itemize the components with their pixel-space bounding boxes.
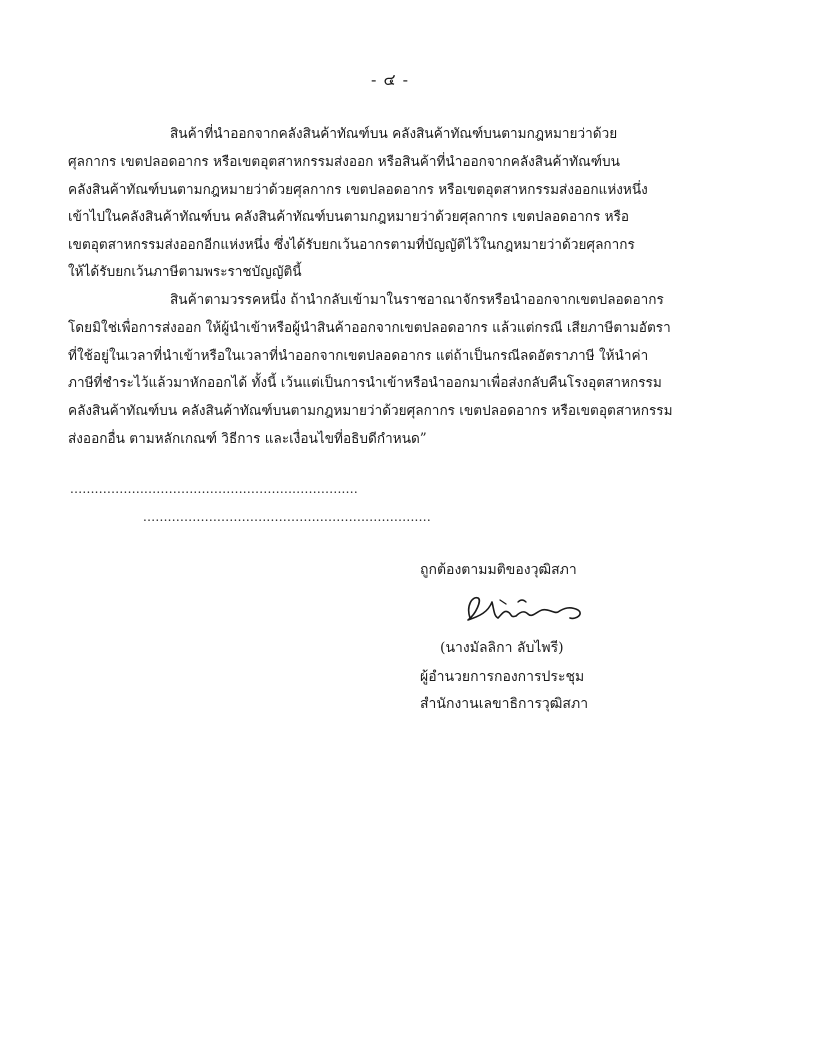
paragraph-1-line-3: คลังสินค้าทัณฑ์บนตามกฎหมายว่าด้วยศุลกากร เขตปลอดอากร หรือเขตอุตสาหกรรมส่งออกแห่งหนึ่ง <box>68 182 648 198</box>
handwritten-signature <box>458 588 598 630</box>
paragraph-2-line-4: ภาษีที่ชำระไว้แล้วมาหักออกได้ ทั้งนี้ เว้นแต่เป็นการนำเข้าหรือนำออกมาเพื่อส่งกลับคืนโรงอุตสาหกรรม <box>68 375 662 391</box>
paragraph-2-line-6: ส่งออกอื่น ตามหลักเกณฑ์ วิธีการ และเงื่อนไขที่อธิบดีกำหนด” <box>68 431 427 447</box>
signatory-office: สำนักงานเลขาธิการวุฒิสภา <box>420 696 589 712</box>
separator-dots-1: ...................................................................... <box>70 482 359 496</box>
signatory-position: ผู้อำนวยการกองการประชุม <box>420 669 585 685</box>
paragraph-1-line-4: เข้าไปในคลังสินค้าทัณฑ์บน คลังสินค้าทัณฑ์บนตามกฎหมายว่าด้วยศุลกากร เขตปลอดอากร หรือ <box>68 209 630 225</box>
paragraph-1-line-6: ให้ได้รับยกเว้นภาษีตามพระราชบัญญัตินี้ <box>68 264 302 280</box>
signatory-name: (นางมัลลิกา ลับไพรี) <box>440 640 564 656</box>
paragraph-2-line-3: ที่ใช้อยู่ในเวลาที่นำเข้าหรือในเวลาที่นำออกจากเขตปลอดอากร แต่ถ้าเป็นกรณีลดอัตราภาษี ให้นำค่า <box>68 348 649 364</box>
paragraph-1-line-1: สินค้าที่นำออกจากคลังสินค้าทัณฑ์บน คลังสินค้าทัณฑ์บนตามกฎหมายว่าด้วย <box>170 126 618 142</box>
paragraph-2-line-1: สินค้าตามวรรคหนึ่ง ถ้านำกลับเข้ามาในราชอาณาจักรหรือนำออกจากเขตปลอดอากร <box>170 292 664 308</box>
paragraph-1-line-2: ศุลกากร เขตปลอดอากร หรือเขตอุตสาหกรรมส่งออก หรือสินค้าที่นำออกจากคลังสินค้าทัณฑ์บน <box>68 154 620 170</box>
page-number: - ๔ - <box>370 70 410 89</box>
paragraph-1-line-5: เขตอุตสาหกรรมส่งออกอีกแห่งหนึ่ง ซึ่งได้รับยกเว้นอากรตามที่บัญญัติไว้ในกฎหมายว่าด้วยศุลกากร <box>68 237 635 253</box>
paragraph-2-line-2: โดยมิใช่เพื่อการส่งออก ให้ผู้นำเข้าหรือผู้นำสินค้าออกจากเขตปลอดอากร แล้วแต่กรณี เสียภาษีตามอัตรา <box>68 320 671 336</box>
separator-dots-2: ...................................................................... <box>143 510 432 524</box>
paragraph-2-line-5: คลังสินค้าทัณฑ์บน คลังสินค้าทัณฑ์บนตามกฎหมายว่าด้วยศุลกากร เขตปลอดอากร หรือเขตอุตสาหกรรม <box>68 403 673 419</box>
certified-text: ถูกต้องตามมติของวุฒิสภา <box>420 562 577 578</box>
